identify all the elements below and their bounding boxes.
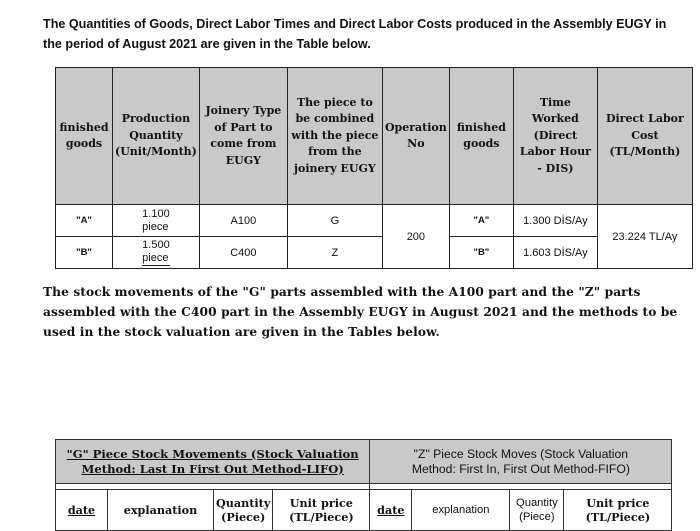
cell-part: A100 (199, 205, 287, 237)
cell-quantity (113, 237, 200, 269)
lifo-table-title (56, 440, 370, 484)
header-finished-goods-2: finished goods (449, 68, 513, 205)
qty-unit: piece (142, 220, 169, 233)
qty-number: 1.500 (142, 239, 170, 251)
lifo-col-date: date (56, 490, 108, 531)
fifo-table-title (370, 440, 672, 484)
cell-piece: Z (287, 237, 382, 269)
cell-quantity (113, 205, 200, 237)
cell-good-2: "A" (449, 205, 513, 237)
qty-unit: piece (142, 252, 169, 264)
table-row (56, 205, 693, 237)
cell-part: C400 (199, 237, 287, 269)
cell-good: "B" (56, 237, 113, 269)
fifo-title-line2: Method: First In, First Out Method-FIFO) (411, 461, 630, 476)
table-row (56, 237, 693, 269)
header-time-worked: Time Worked (Direct Labor Hour - DIS) (513, 68, 597, 205)
cell-good: "A" (56, 205, 113, 237)
production-table (55, 67, 693, 269)
cell-time: 1.603 DİS/Ay (513, 237, 597, 269)
cell-operation-no: 200 (382, 205, 449, 269)
lifo-title-line2: Method: Last In First Out Method-LIFO) (81, 461, 344, 476)
header-production-quantity: Production Quantity (Unit/Month) (113, 68, 200, 205)
header-labor-cost: Direct Labor Cost (TL/Month) (597, 68, 692, 205)
intro-paragraph: The Quantities of Goods, Direct Labor Times and Direct Labor Costs produced in the Assembly EUGY in the period of August 2021 are given in the Table below. (43, 17, 667, 51)
fifo-title-line1: "Z" Piece Stock Moves (Stock Valuation (413, 446, 629, 461)
cell-good-2: "B" (449, 237, 513, 269)
header-piece-combined: The piece to be combined with the piece from the joinery EUGY (287, 68, 382, 205)
fifo-col-date: date (370, 490, 412, 531)
qty-number: 1.100 (142, 207, 170, 220)
cell-labor-cost: 23.224 TL/Ay (597, 205, 692, 269)
fifo-col-quantity: Quantity (Piece) (510, 490, 564, 531)
lifo-col-unit-price: Unit price (TL/Piece) (273, 490, 370, 531)
cell-piece: G (287, 205, 382, 237)
stock-movements-table (55, 439, 672, 531)
fifo-col-unit-price: Unit price (TL/Piece) (564, 490, 672, 531)
lifo-col-explanation: explanation (108, 490, 214, 531)
header-joinery-type: Joinery Type of Part to come from EUGY (199, 68, 287, 205)
header-finished-goods: finished goods (56, 68, 113, 205)
header-operation-no: Operation No (382, 68, 449, 205)
stock-movements-paragraph: The stock movements of the "G" parts assembled with the A100 part and the "Z" parts assembled with the C400 part in the Assembly EUGY in August 2021 and the methods to be used in the stock valuation are given in the Tables below. (43, 285, 678, 339)
lifo-title-line1: "G" Piece Stock Movements (Stock Valuation (66, 446, 359, 461)
lifo-col-quantity: Quantity (Piece) (214, 490, 273, 531)
fifo-col-explanation: explanation (412, 490, 510, 531)
cell-time: 1.300 DİS/Ay (513, 205, 597, 237)
